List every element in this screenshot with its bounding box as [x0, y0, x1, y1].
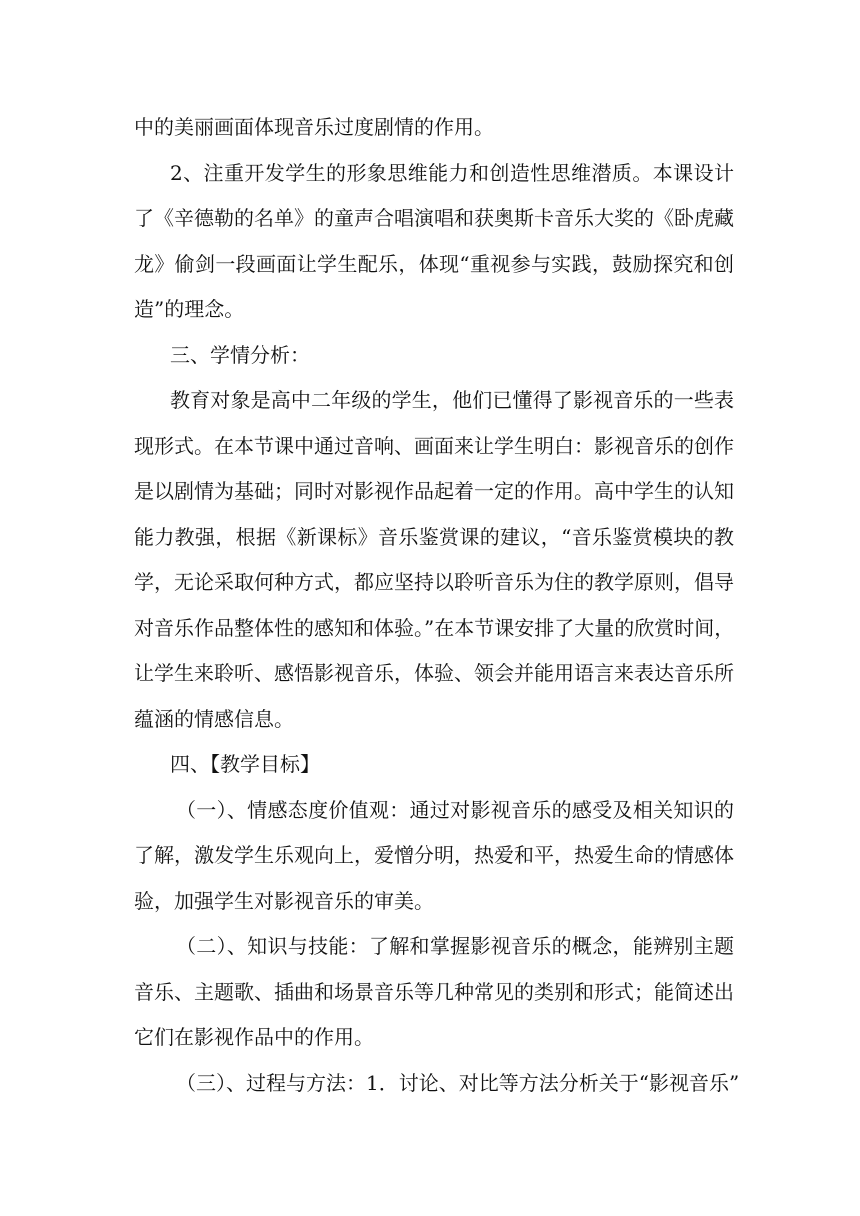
text-line: 学，无论采取何种方式，都应坚持以聆听音乐为住的教学原则，倡导 [134, 570, 734, 594]
text-line: 能力教强，根据《新课标》音乐鉴赏课的建议，“音乐鉴赏模块的教 [134, 525, 734, 549]
text-line: （三）、过程与方法：1．讨论、对比等方法分析关于“影视音乐” [176, 1071, 740, 1095]
text-line: 对音乐作品整体性的感知和体验。”在本节课安排了大量的欣赏时间， [134, 616, 735, 640]
text-line: 音乐、主题歌、插曲和场景音乐等几种常见的类别和形式；能简述出 [134, 980, 734, 1004]
text-line: 是以剧情为基础；同时对影视作品起着一定的作用。高中学生的认知 [134, 479, 734, 503]
text-line: 教育对象是高中二年级的学生，他们已懂得了影视音乐的一些表 [170, 388, 734, 412]
text-line: 蕴涵的情感信息。 [134, 707, 294, 731]
text-line: （一）、情感态度价值观：通过对影视音乐的感受及相关知识的 [176, 798, 734, 822]
text-line: 了《辛德勒的名单》的童声合唱演唱和获奥斯卡音乐大奖的《卧虎藏 [134, 206, 734, 230]
text-line: 2、注重开发学生的形象思维能力和创造性思维潜质。本课设计 [170, 161, 734, 185]
text-line: 了解，激发学生乐观向上，爱憎分明，热爱和平，热爱生命的情感体 [134, 843, 734, 867]
section-heading: 四、【教学目标】 [170, 752, 320, 776]
text-line: 龙》偷剑一段画面让学生配乐，体现“重视参与实践，鼓励探究和创 [134, 252, 734, 276]
section-heading: 三、学情分析： [170, 343, 310, 367]
text-line: 现形式。在本节课中通过音响、画面来让学生明白：影视音乐的创作 [134, 434, 734, 458]
text-line: 让学生来聆听、感悟影视音乐，体验、领会并能用语言来表达音乐所 [134, 661, 734, 685]
text-line: 它们在影视作品中的作用。 [134, 1025, 374, 1049]
text-line: 造”的理念。 [134, 297, 245, 321]
text-line: （二）、知识与技能：了解和掌握影视音乐的概念，能辨别主题 [176, 934, 734, 958]
text-line: 中的美丽画面体现音乐过度剧情的作用。 [134, 115, 494, 139]
text-line: 验，加强学生对影视音乐的审美。 [134, 889, 434, 913]
